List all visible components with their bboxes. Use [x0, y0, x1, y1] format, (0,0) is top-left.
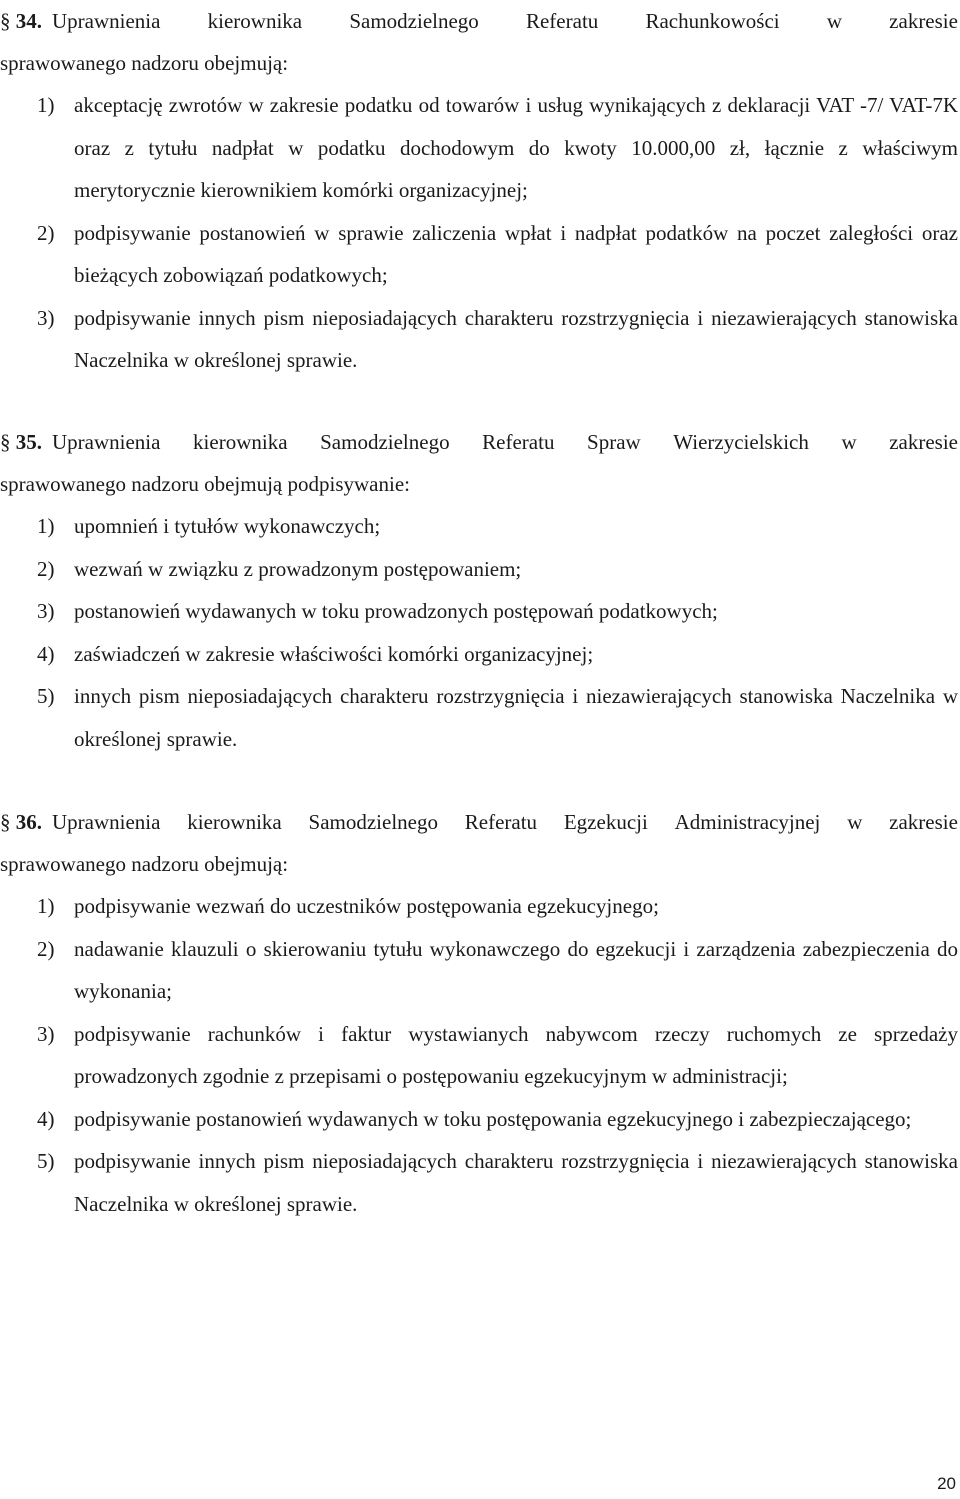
heading-word: Referatu — [525, 9, 599, 33]
section-number: 34. — [15, 9, 42, 33]
item-number: 1) — [37, 894, 55, 918]
item-text: podpisywanie rachunków i faktur wystawianych nabywcom rzeczy ruchomych ze sprzedaży prowadzonych zgodnie z przepisami o postępowaniu egzekucyjnym w administracji; — [74, 1021, 958, 1088]
list-item — [0, 1098, 958, 1141]
heading-word: Egzekucji — [563, 810, 648, 834]
heading-continuation: sprawowanego nadzoru obejmują podpisywanie: — [0, 472, 410, 496]
item-text: wezwań w związku z prowadzonym postępowaniem; — [74, 556, 522, 581]
heading-word: Samodzielnego — [349, 9, 479, 33]
list-item — [0, 885, 958, 928]
heading-word: Uprawnienia — [52, 810, 161, 834]
item-text: podpisywanie postanowień wydawanych w toku postępowania egzekucyjnego i zabezpieczającego; — [74, 1106, 912, 1131]
section-heading — [0, 801, 958, 843]
heading-word: Uprawnienia — [52, 9, 161, 33]
list-item — [0, 1140, 958, 1225]
heading-first-line — [52, 0, 958, 42]
section-35 — [0, 421, 958, 760]
item-text: podpisywanie wezwań do uczestników postępowania egzekucyjnego; — [74, 894, 659, 918]
list-item — [0, 590, 958, 633]
item-text: upomnień i tytułów wykonawczych; — [74, 514, 381, 538]
item-number: 1) — [37, 93, 55, 117]
heading-word: w — [826, 9, 842, 33]
section-symbol: § — [0, 430, 11, 454]
heading-lead — [0, 421, 42, 463]
section-heading — [0, 0, 958, 42]
heading-word: w — [841, 430, 857, 454]
item-number: 4) — [37, 641, 55, 666]
item-number: 3) — [37, 305, 55, 330]
item-text: innych pism nieposiadających charakteru rozstrzygnięcia i niezawierających stanowiska Naczelnika w określonej sprawie. — [74, 684, 958, 751]
item-number: 2) — [37, 556, 55, 581]
heading-first-line — [52, 801, 958, 843]
list-item — [0, 212, 958, 297]
heading-word: zakresie — [889, 810, 958, 834]
item-list — [0, 885, 958, 1225]
heading-lead — [0, 0, 42, 42]
item-text: zaświadczeń w zakresie właściwości komórki organizacyjnej; — [74, 641, 594, 666]
item-text: podpisywanie innych pism nieposiadających charakteru rozstrzygnięcia i niezawierających stanowiska Naczelnika w określonej sprawie. — [74, 1149, 958, 1216]
heading-continuation: sprawowanego nadzoru obejmują: — [0, 51, 289, 75]
list-item — [0, 1013, 958, 1098]
list-item — [0, 675, 958, 760]
section-36 — [0, 801, 958, 1225]
heading-first-line — [52, 421, 958, 463]
item-text: nadawanie klauzuli o skierowaniu tytułu wykonawczego do egzekucji i zarządzenia zabezpieczenia do wykonania; — [74, 936, 958, 1003]
list-item — [0, 928, 958, 1013]
list-item — [0, 297, 958, 382]
item-text: podpisywanie innych pism nieposiadających charakteru rozstrzygnięcia i niezawierających stanowiska Naczelnika w określonej sprawie. — [74, 305, 958, 372]
heading-word: zakresie — [889, 430, 958, 454]
list-item — [0, 505, 958, 548]
section-symbol: § — [0, 9, 11, 33]
section-34 — [0, 0, 958, 382]
list-item — [0, 84, 958, 212]
item-number: 5) — [37, 1149, 55, 1173]
heading-word: w — [847, 810, 863, 834]
heading-word: Rachunkowości — [645, 9, 780, 33]
item-text: akceptację zwrotów w zakresie podatku od towarów i usług wynikających z deklaracji VAT -7/ VAT-7K oraz z tytułu nadpłat w podatku dochodowym do kwoty 10.000,00 zł, łącznie z właściwym merytorycznie kierownikiem komórki organizacyjnej; — [74, 93, 958, 202]
section-heading — [0, 421, 958, 463]
item-number: 1) — [37, 514, 55, 538]
section-number: 35. — [15, 430, 42, 454]
heading-word: Uprawnienia — [52, 430, 161, 454]
item-list — [0, 84, 958, 382]
heading-word: Administracyjnej — [674, 810, 821, 834]
heading-word: Samodzielnego — [308, 810, 438, 834]
heading-word: Spraw — [587, 430, 641, 454]
page-number: 20 — [937, 1474, 956, 1493]
item-list — [0, 505, 958, 760]
item-number: 3) — [37, 599, 55, 623]
item-text: postanowień wydawanych w toku prowadzonych postępowań podatkowych; — [74, 599, 718, 623]
heading-word: Wierzycielskich — [673, 430, 809, 454]
section-number: 36. — [15, 810, 42, 834]
heading-word: Samodzielnego — [320, 430, 450, 454]
heading-continuation: sprawowanego nadzoru obejmują: — [0, 852, 289, 876]
heading-word: Referatu — [482, 430, 555, 454]
heading-word: Referatu — [464, 810, 538, 834]
list-item — [0, 633, 958, 676]
item-number: 2) — [37, 936, 55, 961]
item-number: 2) — [37, 220, 55, 245]
item-number: 4) — [37, 1106, 55, 1131]
item-number: 5) — [37, 684, 55, 708]
item-number: 3) — [37, 1021, 55, 1046]
item-text: podpisywanie postanowień w sprawie zaliczenia wpłat i nadpłat podatków na poczet zaległości oraz bieżących zobowiązań podatkowych; — [74, 220, 958, 287]
heading-word: kierownika — [207, 9, 303, 33]
heading-word: kierownika — [193, 430, 288, 454]
heading-word: zakresie — [889, 9, 958, 33]
heading-lead — [0, 801, 42, 843]
list-item — [0, 548, 958, 591]
heading-word: kierownika — [187, 810, 282, 834]
section-symbol: § — [0, 810, 11, 834]
